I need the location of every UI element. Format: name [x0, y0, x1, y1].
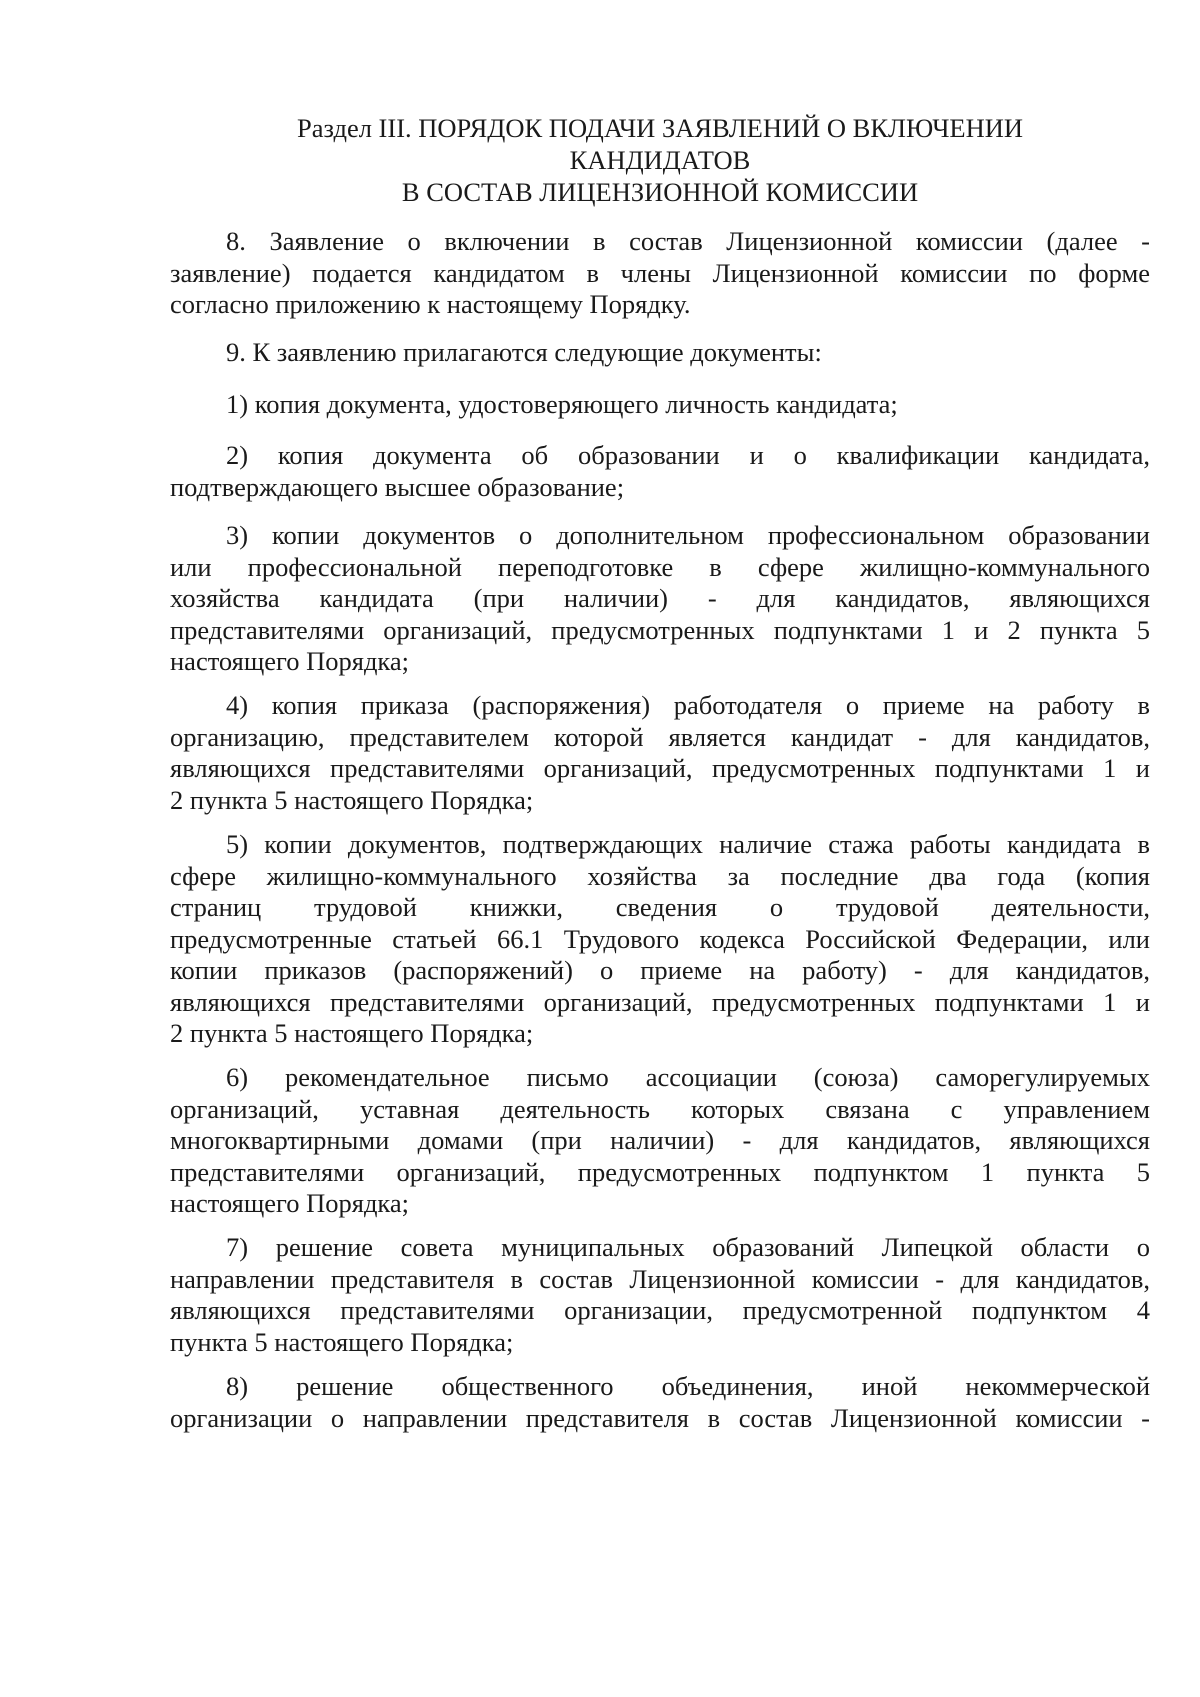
paragraph-line: 3) копии документов о дополнительном профессиональном образовании	[226, 520, 1150, 550]
paragraph-line: сфере жилищно-коммунального хозяйства за последние два года (копия	[170, 860, 1150, 891]
paragraph-line: организацию, представителем которой является кандидат - для кандидатов,	[170, 721, 1150, 752]
paragraph-line: 8) решение общественного объединения, иной некоммерческой	[226, 1371, 1150, 1401]
section-heading-line-3: В СОСТАВ ЛИЦЕНЗИОННОЙ КОМИССИИ	[401, 177, 919, 207]
paragraph-line: 9. К заявлению прилагаются следующие документы:	[226, 337, 822, 367]
paragraph-line: 4) копия приказа (распоряжения) работодателя о приеме на работу в	[226, 690, 1150, 720]
section-heading	[170, 112, 1150, 208]
paragraph-line: страниц трудовой книжки, сведения о трудовой деятельности,	[170, 892, 1150, 922]
paragraph-line: хозяйства кандидата (при наличии) - для кандидатов, являющихся	[170, 583, 1150, 613]
section-heading-line-2: КАНДИДАТОВ	[569, 145, 751, 175]
paragraph-line: 2 пункта 5 настоящего Порядка;	[170, 1018, 534, 1048]
paragraph-line: или профессиональной переподготовке в сфере жилищно-коммунального	[170, 551, 1150, 582]
paragraph-line: 2 пункта 5 настоящего Порядка;	[170, 784, 534, 815]
paragraph-line: 7) решение совета муниципальных образований Липецкой области о	[226, 1232, 1150, 1262]
paragraph-line: настоящего Порядка;	[170, 646, 410, 676]
paragraph-line: 8. Заявление о включении в состав Лицензионной комиссии (далее -	[226, 226, 1150, 256]
paragraph-line: организаций, уставная деятельность которых связана с управлением	[170, 1093, 1150, 1124]
paragraph-line: 2) копия документа об образовании и о квалификации кандидата,	[226, 440, 1150, 470]
paragraph-line: организации о направлении представителя в состав Лицензионной комиссии -	[170, 1402, 1150, 1433]
list-item-2	[170, 440, 1150, 503]
section-heading-line-1: Раздел III. ПОРЯДОК ПОДАЧИ ЗАЯВЛЕНИЙ О ВКЛЮЧЕНИИ	[296, 113, 1024, 143]
paragraph-line: представителями организаций, предусмотренных подпунктом 1 пункта 5	[170, 1156, 1150, 1187]
paragraph-line: подтверждающего высшее образование;	[170, 471, 625, 502]
list-item-4	[170, 690, 1150, 816]
paragraph-line: многоквартирными домами (при наличии) - для кандидатов, являющихся	[170, 1125, 1150, 1155]
paragraph-line: настоящего Порядка;	[170, 1188, 410, 1218]
paragraph-line: пункта 5 настоящего Порядка;	[170, 1326, 514, 1357]
paragraph-line: копии приказов (распоряжений) о приеме на работу) - для кандидатов,	[170, 955, 1150, 985]
list-item-6	[170, 1062, 1150, 1220]
paragraph-line: являющихся представителями организаций, предусмотренных подпунктами 1 и	[170, 753, 1150, 783]
paragraph-line: предусмотренные статьей 66.1 Трудового кодекса Российской Федерации, или	[170, 923, 1150, 954]
paragraph-line: 1) копия документа, удостоверяющего личность кандидата;	[226, 389, 898, 419]
paragraph-line: являющихся представителями организации, предусмотренной подпунктом 4	[170, 1295, 1150, 1325]
paragraph-line: согласно приложению к настоящему Порядку.	[170, 289, 691, 319]
paragraph-line: представителями организаций, предусмотренных подпунктами 1 и 2 пункта 5	[170, 614, 1150, 645]
list-item-8	[170, 1371, 1150, 1434]
list-item-1	[170, 389, 1150, 421]
paragraph-line: являющихся представителями организаций, предусмотренных подпунктами 1 и	[170, 986, 1150, 1017]
list-item-7	[170, 1232, 1150, 1358]
paragraph-item-8	[170, 226, 1150, 321]
paragraph-line: заявление) подается кандидатом в члены Лицензионной комиссии по форме	[170, 257, 1150, 288]
list-item-5	[170, 829, 1150, 1050]
list-item-3	[170, 520, 1150, 678]
paragraph-line: 6) рекомендательное письмо ассоциации (союза) саморегулируемых	[226, 1062, 1150, 1092]
paragraph-line: направлении представителя в состав Лицензионной комиссии - для кандидатов,	[170, 1263, 1150, 1294]
paragraph-line: 5) копии документов, подтверждающих наличие стажа работы кандидата в	[226, 829, 1150, 859]
paragraph-item-9	[170, 337, 1150, 369]
